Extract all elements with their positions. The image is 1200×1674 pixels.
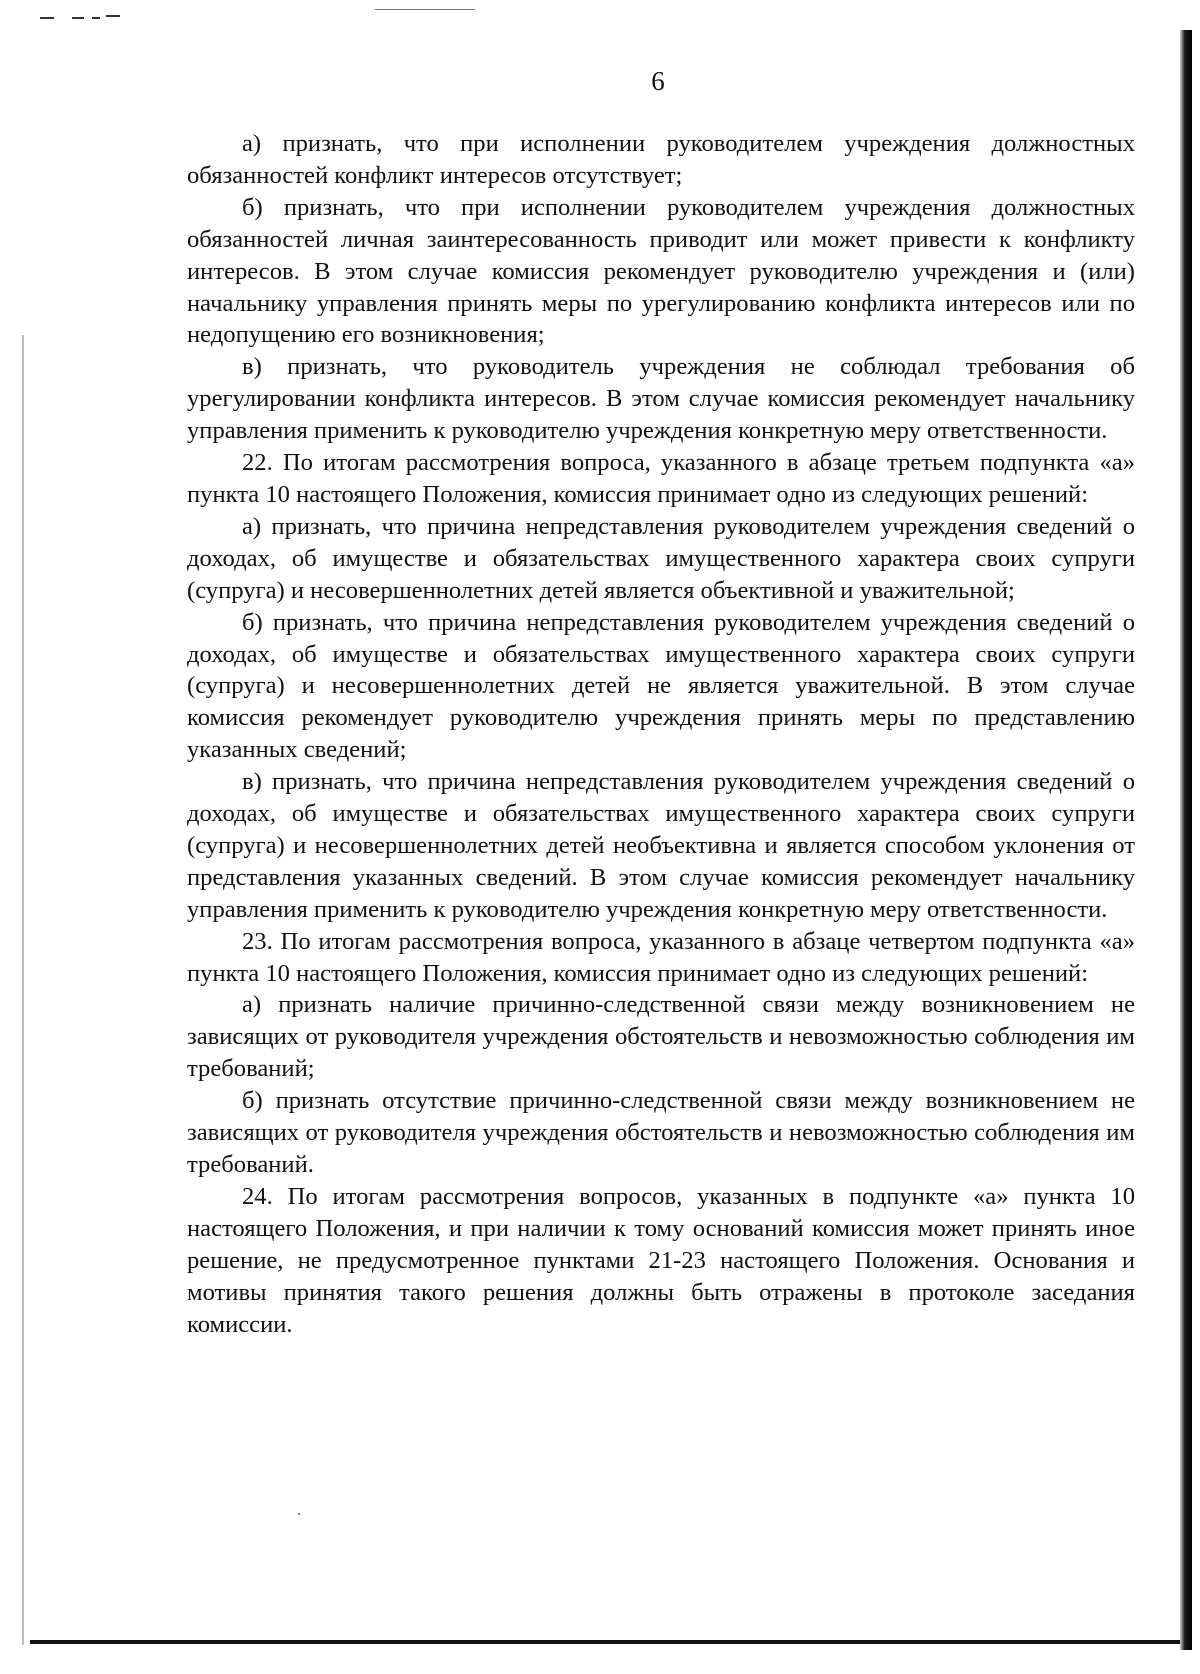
paragraph-22: 22. По итогам рассмотрения вопроса, указанного в абзаце третьем подпункта «а» пункта 10 настоящего Положения, комиссия принимает одно из следующих решений:	[187, 449, 1135, 508]
scan-mark	[40, 17, 54, 19]
scan-edge-left	[22, 335, 24, 1645]
scan-mark	[106, 15, 120, 17]
paragraph-22b: б) признать, что причина непредставления руководителем учреждения сведений о доходах, об имуществе и обязательствах имущественного характера своих супруги (супруга) и несовершеннолетних детей не является уважительной. В этом случае комиссия рекомендует руководителю учреждения принять меры по представлению указанных сведений;	[187, 608, 1135, 764]
paragraph-21b: б) признать, что при исполнении руководителем учреждения должностных обязанностей личная заинтересованность приводит или может привести к конфликту интересов. В этом случае комиссия рекомендует руководителю учреждения и (или) начальнику управления принять меры по урегулированию конфликта интересов или по недопущению его возникновения;	[187, 193, 1135, 349]
scan-speck	[298, 1513, 300, 1515]
paragraph-21v: в) признать, что руководитель учреждения не соблюдал требования об урегулировании конфликта интересов. В этом случае комиссия рекомендует начальнику управления применить к руководителю учреждения конкретную меру ответственности.	[187, 353, 1135, 445]
body-text	[187, 128, 1135, 1340]
paragraph-24: 24. По итогам рассмотрения вопросов, указанных в подпункте «а» пункта 10 настоящего Положения, и при наличии к тому оснований комиссия может принять иное решение, не предусмотренное пунктами 21-23 настоящего Положения. Основания и мотивы принятия такого решения должны быть отражены в протоколе заседания комиссии.	[187, 1182, 1135, 1338]
paragraph-21a: а) признать, что при исполнении руководителем учреждения должностных обязанностей конфликт интересов отсутствует;	[187, 130, 1135, 189]
scan-edge-right	[1180, 30, 1192, 1650]
scan-mark	[92, 17, 100, 19]
page-number: 6	[651, 66, 665, 96]
scan-mark	[375, 9, 475, 10]
paragraph-23: 23. По итогам рассмотрения вопроса, указанного в абзаце четвертом подпункта «а» пункта 10 настоящего Положения, комиссия принимает одно из следующих решений:	[187, 927, 1135, 987]
paragraph-23b: б) признать отсутствие причинно-следственной связи между возникновением не зависящих от руководителя учреждения обстоятельств и невозможностью соблюдения им требований.	[187, 1087, 1135, 1178]
paragraph-22v: в) признать, что причина непредставления руководителем учреждения сведений о доходах, об имуществе и обязательствах имущественного характера своих супруги (супруга) и несовершеннолетних детей необъективна и является способом уклонения от представления указанных сведений. В этом случае комиссия рекомендует начальнику управления применить к руководителю учреждения конкретную меру ответственности.	[187, 768, 1135, 923]
scan-mark	[72, 17, 84, 19]
paragraph-23a: а) признать наличие причинно-следственной связи между возникновением не зависящих от руководителя учреждения обстоятельств и невозможностью соблюдения им требований;	[187, 991, 1135, 1083]
paragraph-22a: а) признать, что причина непредставления руководителем учреждения сведений о доходах, об имуществе и обязательствах имущественного характера своих супруги (супруга) и несовершеннолетних детей является объективной и уважительной;	[187, 512, 1135, 604]
scan-edge-bottom	[30, 1640, 1180, 1644]
